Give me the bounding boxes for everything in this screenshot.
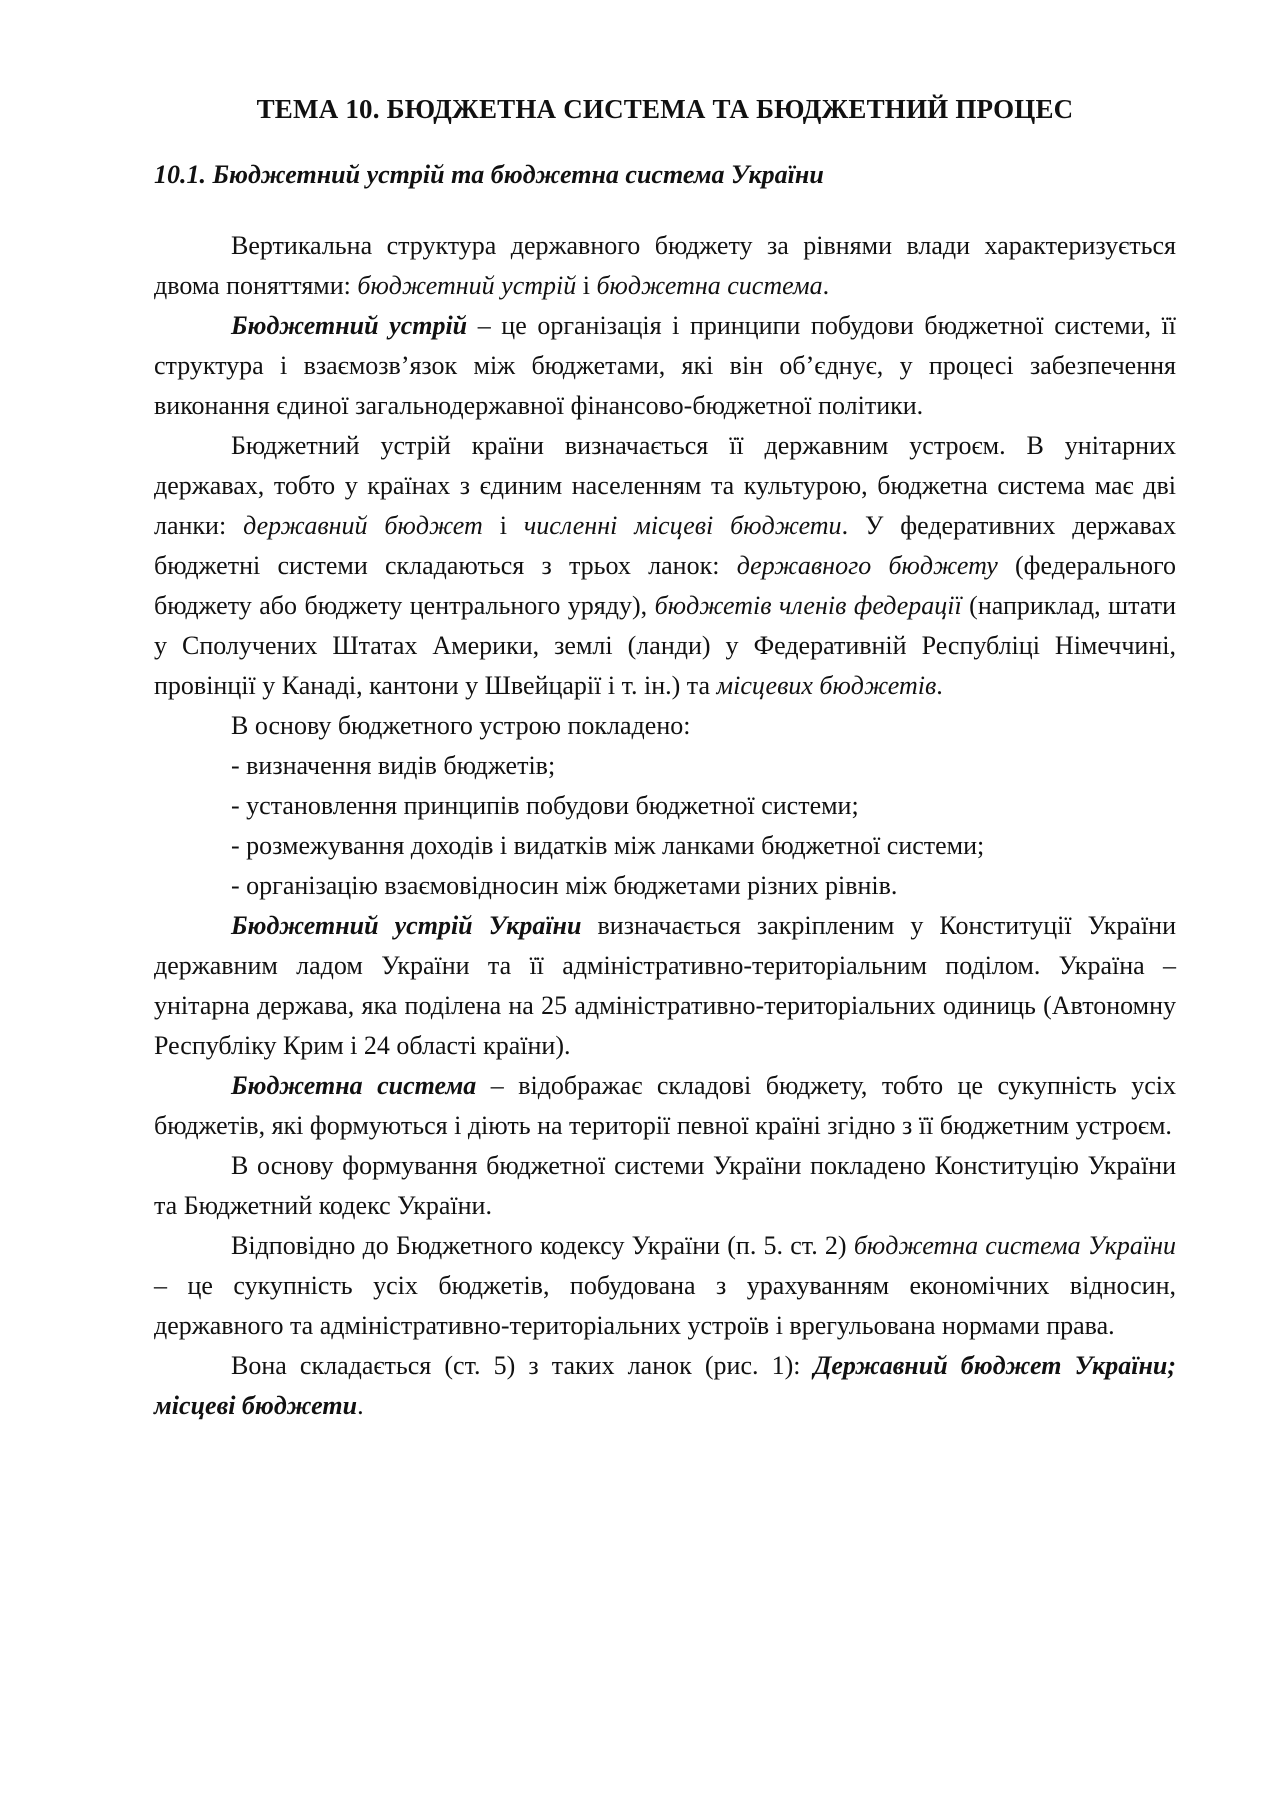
term-ukraine-budget-system: бюджетна система України: [853, 1231, 1176, 1260]
term-budget-structure-bold: Бюджетний устрій: [231, 311, 468, 340]
term-state-budget: державний бюджет: [243, 511, 483, 540]
term-budget-structure: бюджетний устрій: [357, 271, 577, 300]
list-item: - розмежування доходів і видатків між ланками бюджетної системи;: [231, 831, 985, 860]
term-ukraine-budget-structure: Бюджетний устрій України: [231, 911, 582, 940]
list-item: - визначення видів бюджетів;: [231, 751, 556, 780]
term-budget-system: бюджетна система: [596, 271, 823, 300]
term-budget-levels: Державний бюджет України; місцеві бюджети: [154, 1351, 1176, 1420]
term-budget-system-bold: Бюджетна система: [231, 1071, 477, 1100]
term-local-budgets: численні місцеві бюджети: [523, 511, 842, 540]
paragraph-state-structure: Бюджетний устрій країни визначається її державним устроєм. В унітарних державах, тобто у країнах з єдиним населенням та культурою, бюджетна система має дві ланки: державний бюджет і численні місцеві бюджети. У федеративних державах бюджетні системи складаються з трьох ланок: державного бюджету (федерального бюджету або бюджету центрального уряду), бюджетів членів федерації (наприклад, штати у Сполучених Штатах Америки, землі (ланди) у Федеративній Республіці Німеччині, провінції у Канаді, кантони у Швейцарії і т. ін.) та місцевих бюджетів.: [154, 431, 1176, 700]
paragraph-ukraine-budget-structure: Бюджетний устрій України визначається закріпленим у Конституції України державним ладом України та її адміністративно-територіальним поділом. Україна – унітарна держава, яка поділена на 25 адміністративно-територіальних одиниць (Автономну Республіку Крим і 24 області країни).: [154, 911, 1176, 1060]
paragraph-formation-basis: В основу формування бюджетної системи України покладено Конституцію України та Бюджетний кодекс України.: [154, 1151, 1176, 1220]
list-item: - установлення принципів побудови бюджетної системи;: [231, 791, 859, 820]
section-subtitle: 10.1. Бюджетний устрій та бюджетна система України: [154, 160, 824, 189]
term-local-budgets-federal: місцевих бюджетів: [716, 671, 937, 700]
paragraph-basis-intro: В основу бюджетного устрою покладено:: [231, 711, 691, 740]
paragraph-budget-structure-definition: Бюджетний устрій – це організація і принципи побудови бюджетної системи, її структура і взаємозв’язок між бюджетами, які він об’єднує, у процесі забезпечення виконання єдиної загальнодержавної фінансово-бюджетної політики.: [154, 311, 1176, 420]
term-federation-members-budgets: бюджетів членів федерації: [654, 591, 962, 620]
paragraph-budget-code: Відповідно до Бюджетного кодексу України (п. 5. ст. 2) бюджетна система України – це сукупність усіх бюджетів, побудована з урахуванням економічних відносин, державного та адміністративно-територіальних устроїв і врегульована нормами права.: [154, 1231, 1176, 1340]
paragraph-budget-system-definition: Бюджетна система – відображає складові бюджету, тобто це сукупність усіх бюджетів, які формуються і діють на території певної країні згідно з її бюджетним устроєм.: [154, 1071, 1176, 1140]
list-item: - організацію взаємовідносин між бюджетами різних рівнів.: [231, 871, 898, 900]
topic-title: ТЕМА 10. БЮДЖЕТНА СИСТЕМА ТА БЮДЖЕТНИЙ ПРОЦЕС: [256, 94, 1074, 124]
paragraph-vertical-structure: Вертикальна структура державного бюджету за рівнями влади характеризується двома поняттями: бюджетний устрій і бюджетна система.: [154, 231, 1176, 300]
term-state-budget-federal: державного бюджету: [736, 551, 998, 580]
paragraph-budget-levels: Вона складається (ст. 5) з таких ланок (рис. 1): Державний бюджет України; місцеві бюджети.: [154, 1351, 1176, 1420]
